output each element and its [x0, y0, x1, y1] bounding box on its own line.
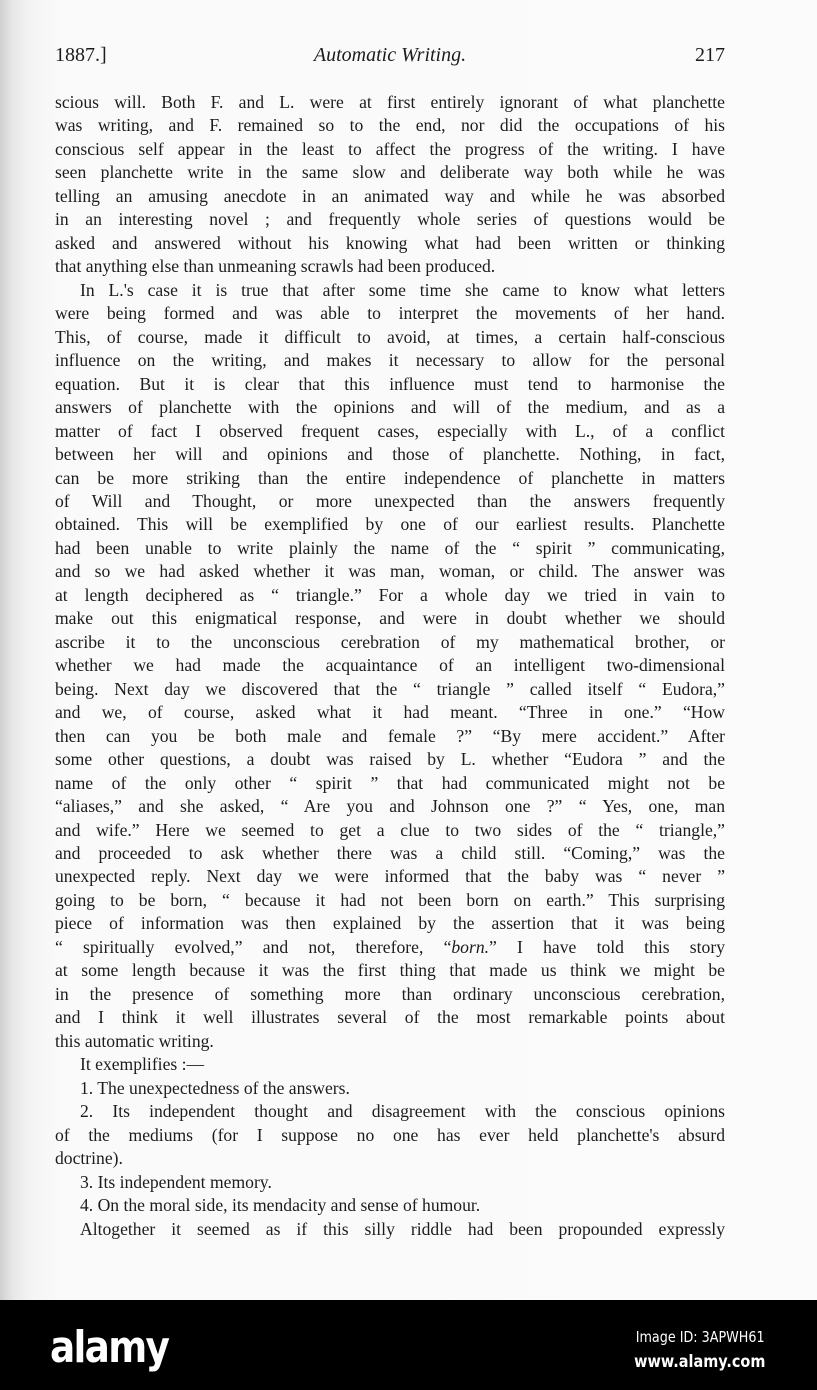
text-segment: going to be born, “ because it had not been born on earth.” This surprising	[55, 889, 725, 910]
text-segment: telling an amusing anecdote in an animated way and while he was absorbed	[55, 185, 725, 206]
text-segment: and I think it well illustrates several of the most remarkable points about	[55, 1007, 725, 1028]
text-segment: 4. On the moral side, its mendacity and sense of humour.	[80, 1195, 481, 1216]
header-title: Automatic Writing.	[313, 44, 467, 66]
text-line	[55, 1124, 725, 1147]
text-line	[55, 326, 725, 349]
text-segment: in the presence of something more than ordinary unconscious cerebration,	[55, 983, 725, 1004]
text-line	[55, 678, 725, 701]
text-segment: had been unable to write plainly the name of the “ spirit ” communicating,	[55, 537, 725, 558]
text-segment: being. Next day we discovered that the “ triangle ” called itself “ Eudora,”	[55, 678, 725, 699]
text-line	[55, 584, 725, 607]
text-line	[55, 889, 725, 912]
text-segment: 3. Its independent memory.	[80, 1171, 272, 1192]
text-line	[55, 467, 725, 490]
text-line	[55, 1006, 725, 1029]
text-line	[55, 114, 725, 137]
text-line	[55, 1100, 725, 1123]
text-segment: were being formed and was able to interpret the movements of her hand.	[55, 303, 725, 324]
text-line	[55, 1218, 725, 1241]
text-line	[55, 208, 725, 231]
text-segment: “aliases,” and she asked, “ Are you and Johnson one ?” “ Yes, one, man	[55, 796, 725, 817]
text-segment: matter of fact I observed frequent cases, especially with L., of a conflict	[55, 420, 725, 441]
text-segment: ” I have told this story	[489, 936, 725, 957]
text-line	[55, 959, 725, 982]
text-line	[55, 302, 725, 325]
text-line	[55, 91, 725, 114]
text-segment: and so we had asked whether it was man, woman, or child. The answer was	[55, 561, 725, 582]
running-header	[55, 44, 725, 72]
text-line	[55, 983, 725, 1006]
text-segment: This, of course, made it difficult to avoid, at times, a certain half-conscious	[55, 326, 725, 347]
text-segment: influence on the writing, and makes it necessary to allow for the personal	[55, 350, 725, 371]
text-line	[55, 795, 725, 818]
text-line	[55, 349, 725, 372]
header-year: 1887.]	[55, 44, 107, 66]
text-line	[55, 631, 725, 654]
text-segment: piece of information was then explained by the assertion that it was being	[55, 913, 725, 934]
text-segment: scious will. Both F. and L. were at first entirely ignorant of what planchette	[55, 92, 725, 112]
watermark-url: www.alamy.com	[633, 1352, 765, 1372]
text-line	[55, 1171, 725, 1194]
text-line	[55, 490, 725, 513]
text-segment: conscious self appear in the least to affect the progress of the writing. I have	[55, 138, 725, 159]
page-number: 217	[695, 44, 725, 66]
text-segment: seen planchette write in the same slow and deliberate way both while he was	[55, 162, 725, 183]
text-segment: and wife.” Here we seemed to get a clue to two sides of the “ triangle,”	[55, 819, 725, 840]
alamy-logo: alamy	[50, 1322, 169, 1373]
text-segment: that anything else than unmeaning scrawls had been produced.	[55, 256, 496, 277]
italic-segment: born.	[451, 936, 490, 957]
text-segment: Altogether it seemed as if this silly riddle had been propounded expressly	[80, 1218, 725, 1239]
text-line	[55, 185, 725, 208]
text-line	[55, 654, 725, 677]
text-segment: equation. But it is clear that this influence must tend to harmonise the	[55, 373, 725, 394]
text-segment: make out this enigmatical response, and were in doubt whether we should	[55, 608, 725, 629]
text-line	[55, 279, 725, 302]
text-segment: and proceeded to ask whether there was a child still. “Coming,” was the	[55, 843, 725, 863]
text-segment: doctrine).	[55, 1148, 123, 1169]
text-segment: ascribe it to the unconscious cerebration of my mathematical brother, or	[55, 631, 725, 652]
text-segment: It exemplifies :—	[80, 1054, 205, 1075]
text-line	[55, 443, 725, 466]
text-line	[55, 748, 725, 771]
text-segment: of the mediums (for I suppose no one has ever held planchette's absurd	[55, 1124, 725, 1145]
text-line	[55, 161, 725, 184]
text-segment: can be more striking than the entire independence of planchette in matters	[55, 467, 725, 488]
text-line	[55, 819, 725, 842]
text-segment: obtained. This will be exemplified by one of our earliest results. Planchette	[55, 514, 725, 535]
text-line	[55, 842, 725, 865]
text-segment: “ spiritually evolved,” and not, therefore, “	[55, 936, 452, 957]
text-segment: answers of planchette with the opinions and will of the medium, and as a	[55, 397, 725, 418]
text-segment: at length deciphered as “ triangle.” For a whole day we tried in vain to	[55, 584, 725, 605]
text-segment: name of the only other “ spirit ” that had communicated might not be	[55, 772, 725, 793]
text-line	[55, 232, 725, 255]
text-line	[55, 772, 725, 795]
text-line	[55, 396, 725, 419]
watermark-banner	[0, 1300, 817, 1390]
text-line	[55, 1077, 725, 1100]
text-segment: 1. The unexpectedness of the answers.	[80, 1077, 350, 1098]
text-line	[55, 912, 725, 935]
text-segment: In L.'s case it is true that after some time she came to know what letters	[80, 279, 725, 300]
body-text	[55, 91, 725, 1241]
text-segment: in an interesting novel ; and frequently whole series of questions would be	[55, 209, 725, 230]
text-line	[55, 701, 725, 724]
text-segment: at some length because it was the first thing that made us think we might be	[55, 960, 725, 981]
text-line	[55, 865, 725, 888]
text-line	[55, 373, 725, 396]
image-id: Image ID: 3APWH61	[636, 1328, 765, 1346]
text-segment: and we, of course, asked what it had meant. “Three in one.” “How	[55, 702, 725, 723]
text-line	[55, 1053, 725, 1076]
text-segment: asked and answered without his knowing what had been written or thinking	[55, 232, 725, 253]
text-line	[55, 1147, 725, 1170]
text-line	[55, 560, 725, 583]
text-segment: 2. Its independent thought and disagreement with the conscious opinions	[80, 1101, 725, 1122]
text-line	[55, 936, 725, 959]
text-segment: then can you be both male and female ?” “By mere accident.” After	[55, 725, 725, 746]
text-segment: whether we had made the acquaintance of an intelligent two-dimensional	[55, 655, 725, 676]
text-line	[55, 1030, 725, 1053]
text-segment: some other questions, a doubt was raised by L. whether “Eudora ” and the	[55, 749, 725, 770]
text-line	[55, 420, 725, 443]
text-segment: between her will and opinions and those of planchette. Nothing, in fact,	[55, 444, 725, 465]
text-line	[55, 255, 725, 278]
text-segment: of Will and Thought, or more unexpected than the answers frequently	[55, 490, 725, 511]
text-line	[55, 138, 725, 161]
text-segment: this automatic writing.	[55, 1030, 214, 1051]
text-line	[55, 537, 725, 560]
text-segment: was writing, and F. remained so to the end, nor did the occupations of his	[55, 115, 725, 136]
text-line	[55, 725, 725, 748]
text-line	[55, 1194, 725, 1217]
text-line	[55, 513, 725, 536]
text-line	[55, 607, 725, 630]
text-segment: unexpected reply. Next day we were informed that the baby was “ never ”	[55, 866, 725, 887]
